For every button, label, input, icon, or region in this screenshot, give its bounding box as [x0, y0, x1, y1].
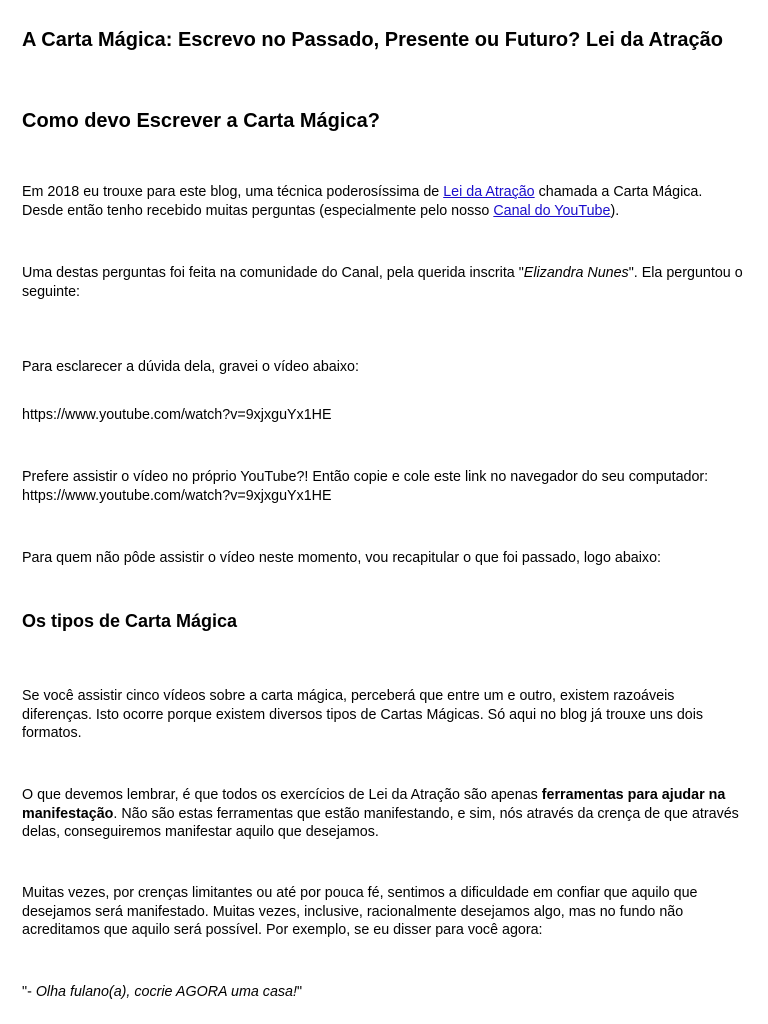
section-heading-types: Os tipos de Carta Mágica [22, 611, 238, 631]
tools-bold: ferramentas para ajudar na manifestação [22, 787, 726, 822]
paragraph-youtube-link [22, 468, 746, 505]
paragraph-intro [22, 183, 746, 220]
quote-close: " [296, 984, 303, 1000]
tools-text-2: . Não são estas ferramentas que estão manifestando, e sim, nós através da crença de que através delas, conseguiremos manifestar aquilo que desejamos. [22, 805, 739, 840]
youtube-link-text: Prefere assistir o vídeo no próprio YouTube?! Então copie e cole este link no navegador do seu computador: [22, 469, 709, 485]
article-title: A Carta Mágica: Escrevo no Passado, Presente ou Futuro? Lei da Atração [22, 29, 723, 51]
question-text-2: ". Ela perguntou o seguinte: [22, 265, 743, 300]
intro-text-3: ). [610, 202, 620, 219]
link-canal-youtube[interactable]: Canal do YouTube [493, 202, 611, 219]
quote-text: Olha fulano(a), cocrie AGORA uma casa! [35, 984, 297, 1000]
video-url: https://www.youtube.com/watch?v=9xjxguYx1HE [22, 407, 332, 423]
paragraph-recap: Para quem não pôde assistir o vídeo neste momento, vou recapitular o que foi passado, logo abaixo: [22, 550, 661, 566]
tools-text-1: O que devemos lembrar, é que todos os exercícios de Lei da Atração são apenas [22, 787, 542, 803]
section-heading-how-to-write: Como devo Escrever a Carta Mágica? [22, 110, 380, 132]
quote-open: "- [22, 984, 36, 1000]
paragraph-video-intro: Para esclarecer a dúvida dela, gravei o vídeo abaixo: [22, 359, 359, 375]
subscriber-name: Elizandra Nunes [523, 265, 629, 281]
paragraph-question [22, 264, 746, 301]
paragraph-quote [22, 983, 746, 1002]
youtube-link-url: https://www.youtube.com/watch?v=9xjxguYx1HE [22, 487, 332, 504]
paragraph-beliefs: Muitas vezes, por crenças limitantes ou até por pouca fé, sentimos a dificuldade em confiar que aquilo que desejamos será manifestado. Muitas vezes, inclusive, racionalmente desejamos algo, mas no fundo não acreditamos que aquilo será possível. Por exemplo, se eu disser para você agora: [22, 885, 698, 938]
intro-text-1: Em 2018 eu trouxe para este blog, uma técnica poderosíssima de [22, 184, 444, 200]
question-text-1: Uma destas perguntas foi feita na comunidade do Canal, pela querida inscrita " [22, 265, 524, 281]
paragraph-types: Se você assistir cinco vídeos sobre a carta mágica, perceberá que entre um e outro, existem razoáveis diferenças. Isto ocorre porque existem diversos tipos de Cartas Mágicas. Só aqui no blog já trouxe uns dois formatos. [22, 688, 704, 741]
intro-text-2: chamada a Carta Mágica. Desde então tenho recebido muitas perguntas (especialmente pelo nosso [22, 184, 703, 219]
link-lei-da-atracao[interactable]: Lei da Atração [443, 184, 535, 200]
paragraph-tools [22, 786, 746, 842]
